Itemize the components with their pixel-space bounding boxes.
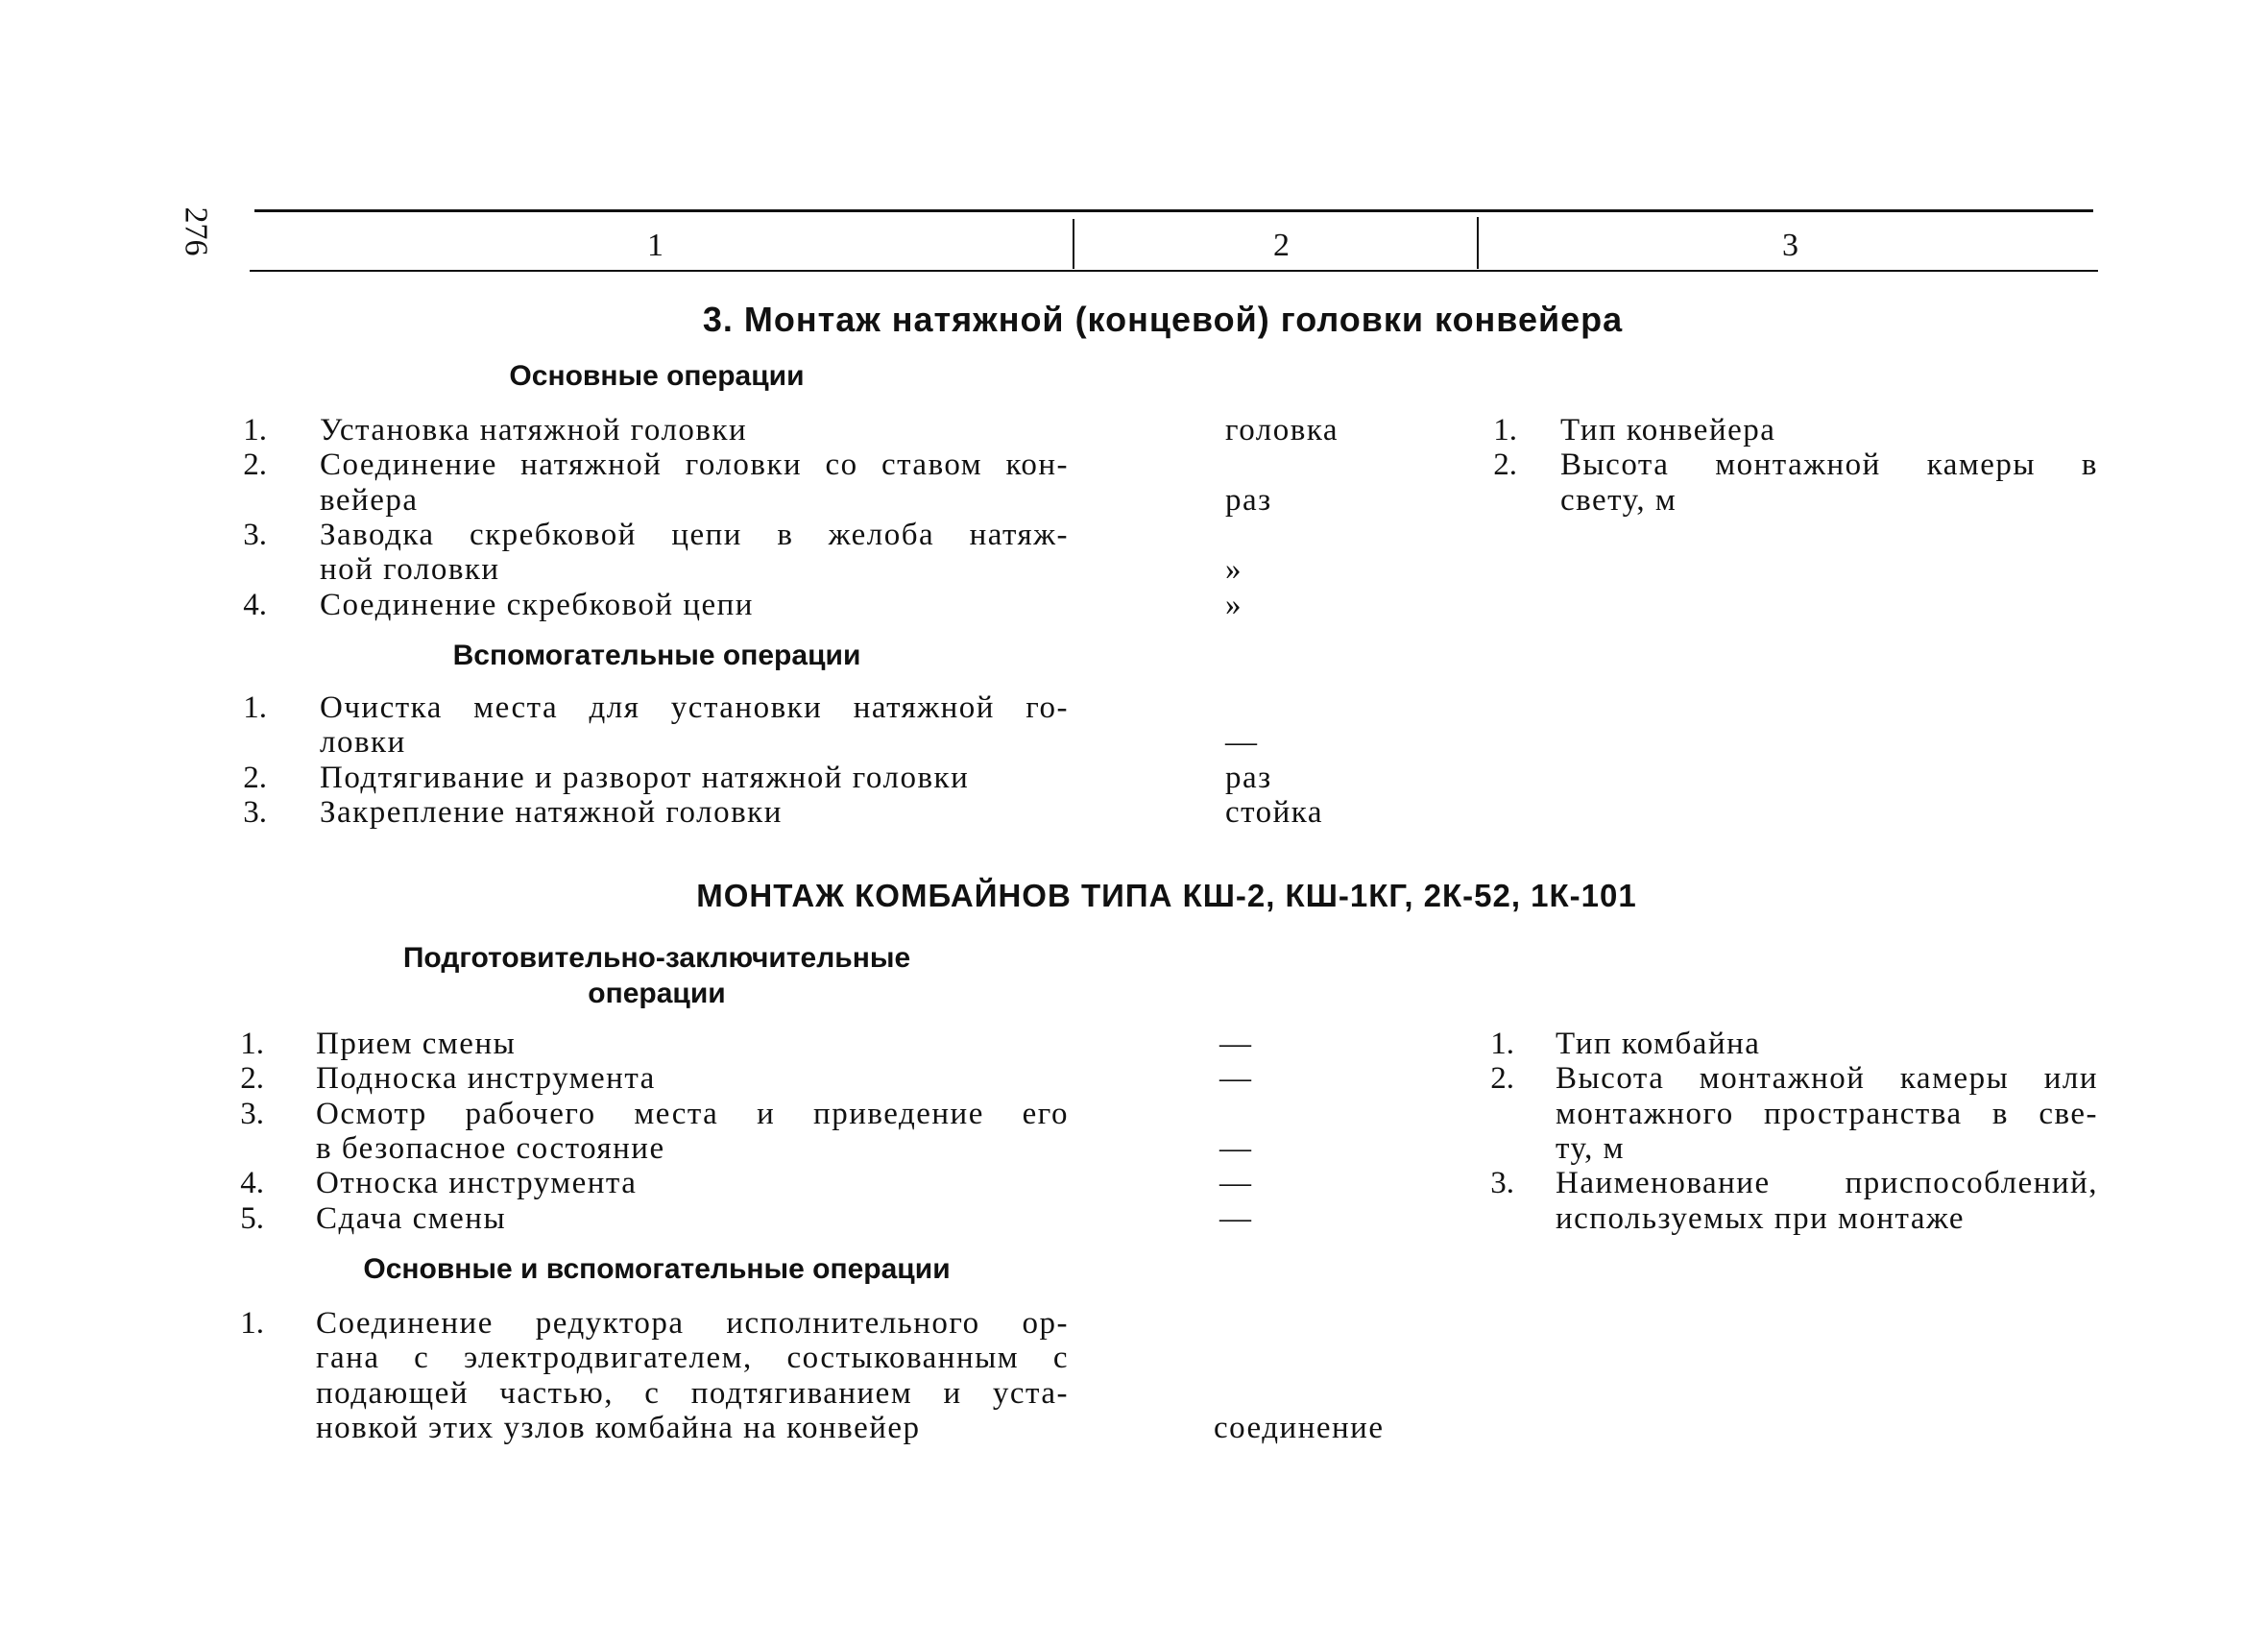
section-title: 3. Монтаж натяжной (концевой) головки конвейера xyxy=(702,300,1624,339)
item-number: 1. xyxy=(243,413,267,448)
subsection-heading xyxy=(403,940,910,1011)
column-separator xyxy=(1477,217,1479,269)
unit-of-measure: — xyxy=(1219,1061,1253,1097)
unit-of-measure: — xyxy=(1225,725,1259,761)
unit-of-measure: раз xyxy=(1225,760,1272,795)
item-text-line: Соединение скребковой цепи xyxy=(320,587,754,622)
item-number: 4. xyxy=(240,1166,264,1201)
column-separator xyxy=(1073,219,1074,269)
unit-of-measure: — xyxy=(1219,1166,1253,1201)
unit-of-measure: головка xyxy=(1225,413,1339,448)
unit-of-measure: стойка xyxy=(1225,794,1323,830)
item-text-line: свету, м xyxy=(1560,482,1677,518)
item-number: 2. xyxy=(1493,448,1517,483)
unit-of-measure: » xyxy=(1225,587,1243,622)
item-text-line: Осмотр рабочего места и приведение его xyxy=(316,1096,1069,1131)
item-text-line: Соединение редуктора исполнительного ор- xyxy=(316,1306,1069,1341)
unit-of-measure: соединение xyxy=(1214,1410,1385,1445)
item-text-line: в безопасное состояние xyxy=(316,1130,665,1166)
item-number: 2. xyxy=(243,760,267,795)
item-number: 2. xyxy=(1490,1061,1514,1097)
item-text-line: Соединение натяжной головки со ставом кон- xyxy=(320,448,1069,483)
item-number: 1. xyxy=(1490,1027,1514,1061)
item-text-line: ту, м xyxy=(1556,1130,1626,1166)
item-text-line: Подтягивание и разворот натяжной головки xyxy=(320,760,970,795)
subsection-heading: Вспомогательные операции xyxy=(452,640,861,671)
item-text-line: ной головки xyxy=(320,552,500,588)
item-text-line: подающей частью, с подтягиванием и уста- xyxy=(316,1375,1069,1411)
unit-of-measure: » xyxy=(1225,552,1243,588)
item-text-line: монтажного пространства в све- xyxy=(1556,1096,2098,1131)
heading-line: Подготовительно-заключительные xyxy=(402,942,911,974)
item-number: 2. xyxy=(243,448,267,483)
item-number: 3. xyxy=(243,794,267,830)
item-text-line: новкой этих узлов комбайна на конвейер xyxy=(316,1410,921,1445)
item-number: 1. xyxy=(240,1306,264,1341)
column-header-3: 3 xyxy=(1782,228,1798,263)
item-text-line: Тип конвейера xyxy=(1560,413,1776,448)
unit-of-measure: раз xyxy=(1225,482,1272,518)
item-number: 3. xyxy=(240,1096,264,1131)
item-text-line: гана с электродвигателем, состыкованным с xyxy=(316,1341,1069,1376)
item-text-line: Относка инструмента xyxy=(316,1166,638,1201)
item-number: 5. xyxy=(240,1200,264,1236)
unit-of-measure: — xyxy=(1219,1200,1253,1236)
table-top-rule xyxy=(254,209,2093,212)
item-number: 2. xyxy=(240,1061,264,1097)
item-text-line: Прием смены xyxy=(316,1027,517,1061)
item-number: 4. xyxy=(243,587,267,622)
heading-line: операции xyxy=(588,978,726,1009)
item-text-line: Подноска инструмента xyxy=(316,1061,656,1097)
item-text-line: Закрепление натяжной головки xyxy=(320,794,783,830)
section-title: МОНТАЖ КОМБАЙНОВ ТИПА КШ-2, КШ-1КГ, 2К-52, 1К-101 xyxy=(696,878,1637,913)
subsection-heading: Основные и вспомогательные операции xyxy=(363,1253,951,1285)
column-header-1: 1 xyxy=(647,228,664,263)
item-text-line: Сдача смены xyxy=(316,1200,507,1236)
unit-of-measure: — xyxy=(1219,1027,1253,1061)
item-text-line: используемых при монтаже xyxy=(1556,1200,1966,1236)
item-number: 1. xyxy=(243,690,267,725)
item-text-line: Очистка места для установки натяжной го- xyxy=(320,690,1069,725)
item-number: 3. xyxy=(243,517,267,552)
item-text-line: Тип комбайна xyxy=(1556,1027,1761,1061)
table-header-rule xyxy=(250,270,2098,272)
subsection-heading: Основные операции xyxy=(509,360,805,392)
item-text-line: Установка натяжной головки xyxy=(320,413,748,448)
item-number: 3. xyxy=(1490,1166,1514,1201)
item-text-line: Высота монтажной камеры в xyxy=(1560,448,2098,483)
item-number: 1. xyxy=(240,1027,264,1061)
item-text-line: вейера xyxy=(320,482,419,518)
item-text-line: ловки xyxy=(320,725,406,761)
item-text-line: Наименование приспособлений, xyxy=(1556,1166,2098,1201)
item-text-line: Высота монтажной камеры или xyxy=(1556,1061,2098,1097)
page-number: 276 xyxy=(178,206,214,256)
unit-of-measure: — xyxy=(1219,1130,1253,1166)
item-number: 1. xyxy=(1493,413,1517,448)
item-text-line: Заводка скребковой цепи в желоба натяж- xyxy=(320,517,1069,552)
column-header-2: 2 xyxy=(1273,228,1290,263)
